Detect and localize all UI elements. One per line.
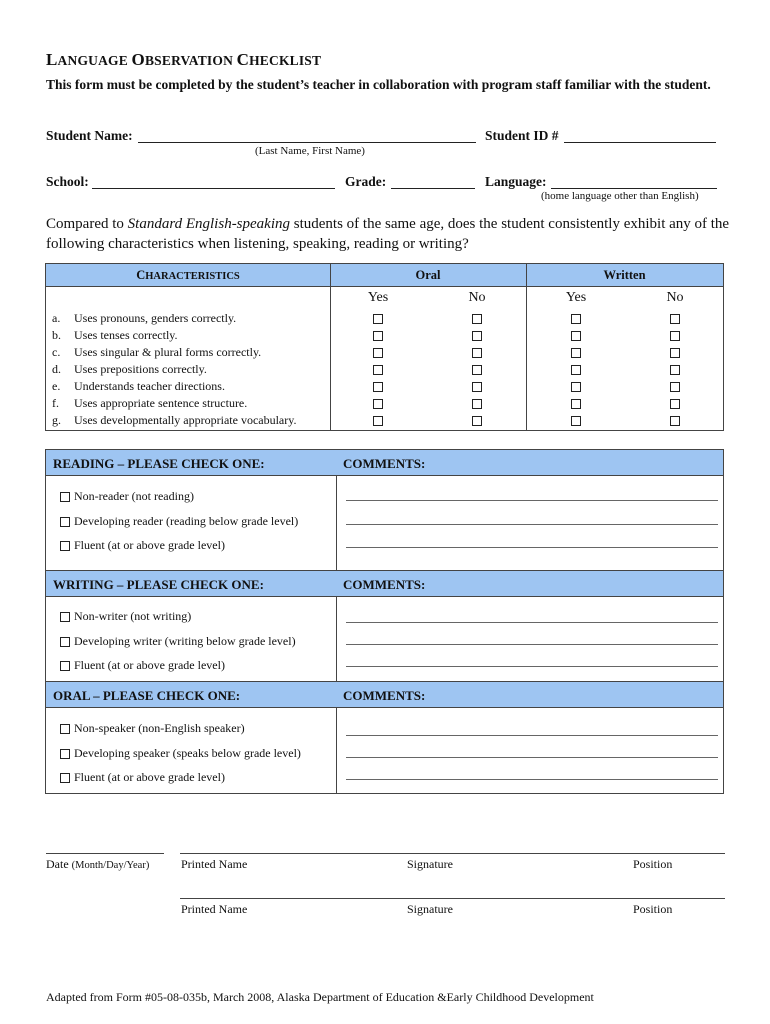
oral-no-label: No [468, 290, 486, 305]
intro-text: This form must be completed by the student’s teacher in collaboration with program staff familiar with the student. [46, 77, 711, 92]
checkbox-icon[interactable] [60, 517, 70, 527]
checkbox-icon[interactable] [60, 724, 70, 734]
position-label-2: Position [633, 902, 673, 916]
characteristic-text: Uses developmentally appropriate vocabulary. [74, 413, 297, 427]
student-name-field[interactable] [138, 142, 476, 143]
oral-no-checkbox[interactable] [472, 365, 482, 375]
characteristic-letter: e. [52, 379, 61, 393]
student-name-label: Student Name: [46, 128, 133, 143]
characteristic-row [52, 396, 247, 413]
oral-yes-checkbox[interactable] [373, 416, 383, 426]
oral-no-checkbox[interactable] [472, 314, 482, 324]
checkbox-icon[interactable] [60, 492, 70, 502]
written-yes-checkbox[interactable] [571, 399, 581, 409]
oral-heading-section: ORAL – PLEASE CHECK ONE: [53, 688, 241, 703]
oral-comment-line[interactable] [346, 779, 718, 780]
written-yes-checkbox[interactable] [571, 365, 581, 375]
oral-yes-checkbox[interactable] [373, 348, 383, 358]
oral-option-nonspeaker[interactable]: Non-speaker (non-English speaker) [60, 721, 245, 736]
characteristic-text: Uses tenses correctly. [74, 328, 178, 342]
characteristic-letter: f. [52, 396, 59, 410]
reading-comment-line[interactable] [346, 547, 718, 548]
written-no-checkbox[interactable] [670, 382, 680, 392]
footer-note: Adapted from Form #05-08-035b, March 2008, Alaska Department of Education &Early Childhood Development [46, 990, 594, 1004]
grade-field[interactable] [391, 188, 475, 189]
oral-comment-line[interactable] [346, 735, 718, 736]
printed-name-label-1: Printed Name [181, 857, 248, 871]
question-text: Compared to Standard English-speaking students of the same age, does the student consistently exhibit any of the following characteristics when listening, speaking, reading or writing? [46, 216, 730, 252]
characteristic-letter: b. [52, 328, 61, 342]
reading-comment-line[interactable] [346, 500, 718, 501]
written-yes-checkbox[interactable] [571, 314, 581, 324]
written-no-checkbox[interactable] [670, 314, 680, 324]
writing-comment-line[interactable] [346, 622, 718, 623]
written-no-checkbox[interactable] [670, 331, 680, 341]
oral-comments-heading: COMMENTS: [343, 688, 426, 703]
signature-label-1: Signature [407, 857, 453, 871]
characteristic-letter: c. [52, 345, 61, 359]
writing-option-developing[interactable]: Developing writer (writing below grade level) [60, 634, 296, 649]
date-label: Date (Month/Day/Year) [46, 857, 150, 871]
oral-comment-line[interactable] [346, 757, 718, 758]
position-label-1: Position [633, 857, 673, 871]
checkbox-icon[interactable] [60, 661, 70, 671]
written-yes-checkbox[interactable] [571, 331, 581, 341]
oral-no-checkbox[interactable] [472, 416, 482, 426]
written-yes-checkbox[interactable] [571, 416, 581, 426]
written-heading: Written [603, 268, 646, 282]
oral-option-developing[interactable]: Developing speaker (speaks below grade level) [60, 746, 301, 761]
printed-name-label-2: Printed Name [181, 902, 248, 916]
reading-heading: READING – PLEASE CHECK ONE: [53, 456, 265, 471]
characteristic-letter: g. [52, 413, 61, 427]
characteristic-letter: d. [52, 362, 61, 376]
oral-yes-checkbox[interactable] [373, 331, 383, 341]
oral-no-checkbox[interactable] [472, 331, 482, 341]
skills-table [45, 449, 724, 794]
oral-yes-checkbox[interactable] [373, 399, 383, 409]
characteristic-text: Uses singular & plural forms correctly. [74, 345, 262, 359]
oral-yes-checkbox[interactable] [373, 314, 383, 324]
characteristics-table [45, 263, 724, 431]
writing-comment-line[interactable] [346, 644, 718, 645]
oral-heading: Oral [415, 268, 441, 282]
reading-header [46, 449, 723, 476]
characteristic-row [52, 328, 178, 345]
written-yes-checkbox[interactable] [571, 348, 581, 358]
characteristic-row [52, 413, 296, 430]
writing-heading: WRITING – PLEASE CHECK ONE: [53, 577, 264, 592]
written-yes-checkbox[interactable] [571, 382, 581, 392]
language-field[interactable] [551, 188, 717, 189]
student-name-hint: (Last Name, First Name) [255, 145, 365, 157]
written-no-checkbox[interactable] [670, 399, 680, 409]
characteristic-text: Uses pronouns, genders correctly. [74, 311, 237, 325]
school-label: School: [46, 174, 89, 189]
characteristic-row [52, 311, 236, 328]
characteristic-letter: a. [52, 311, 61, 325]
checkbox-icon[interactable] [60, 749, 70, 759]
written-yes-label: Yes [565, 290, 587, 305]
writing-option-fluent[interactable]: Fluent (at or above grade level) [60, 658, 225, 673]
writing-option-nonwriter[interactable]: Non-writer (not writing) [60, 609, 191, 624]
writing-comments-heading: COMMENTS: [343, 577, 426, 592]
grade-label: Grade: [345, 174, 387, 189]
characteristic-text: Uses appropriate sentence structure. [74, 396, 248, 410]
reading-comments-heading: COMMENTS: [343, 456, 426, 471]
written-no-label: No [666, 290, 684, 305]
checkbox-icon[interactable] [60, 773, 70, 783]
school-field[interactable] [92, 188, 335, 189]
writing-comment-line[interactable] [346, 666, 718, 667]
student-id-label: Student ID # [485, 128, 559, 143]
writing-header [46, 570, 723, 597]
reading-option-fluent[interactable]: Fluent (at or above grade level) [60, 538, 225, 553]
signature-label-2: Signature [407, 902, 453, 916]
characteristic-row [52, 362, 207, 379]
reading-comment-line[interactable] [346, 524, 718, 525]
student-id-field[interactable] [564, 142, 716, 143]
checkbox-icon[interactable] [60, 541, 70, 551]
written-no-checkbox[interactable] [670, 348, 680, 358]
date-line[interactable] [46, 853, 164, 854]
reading-option-developing[interactable]: Developing reader (reading below grade level) [60, 514, 298, 529]
characteristic-row [52, 345, 261, 362]
oral-option-fluent[interactable]: Fluent (at or above grade level) [60, 770, 225, 785]
language-hint: (home language other than English) [541, 190, 699, 202]
reading-option-nonreader[interactable]: Non-reader (not reading) [60, 489, 194, 504]
signature-line-1[interactable] [180, 853, 725, 854]
oral-yes-checkbox[interactable] [373, 365, 383, 375]
oral-no-checkbox[interactable] [472, 348, 482, 358]
oral-yes-label: Yes [367, 290, 389, 305]
checkbox-icon[interactable] [60, 612, 70, 622]
characteristics-heading: CHARACTERISTICS [136, 268, 240, 282]
language-label: Language: [485, 174, 547, 189]
written-no-checkbox[interactable] [670, 365, 680, 375]
written-no-checkbox[interactable] [670, 416, 680, 426]
checkbox-icon[interactable] [60, 637, 70, 647]
oral-header [46, 681, 723, 708]
oral-no-checkbox[interactable] [472, 399, 482, 409]
oral-yes-checkbox[interactable] [373, 382, 383, 392]
characteristic-text: Uses prepositions correctly. [74, 362, 207, 376]
characteristic-text: Understands teacher directions. [74, 379, 225, 393]
page-title: LANGUAGE OBSERVATION CHECKLIST [46, 50, 322, 69]
characteristic-row [52, 379, 225, 396]
oral-no-checkbox[interactable] [472, 382, 482, 392]
signature-line-2[interactable] [180, 898, 725, 899]
